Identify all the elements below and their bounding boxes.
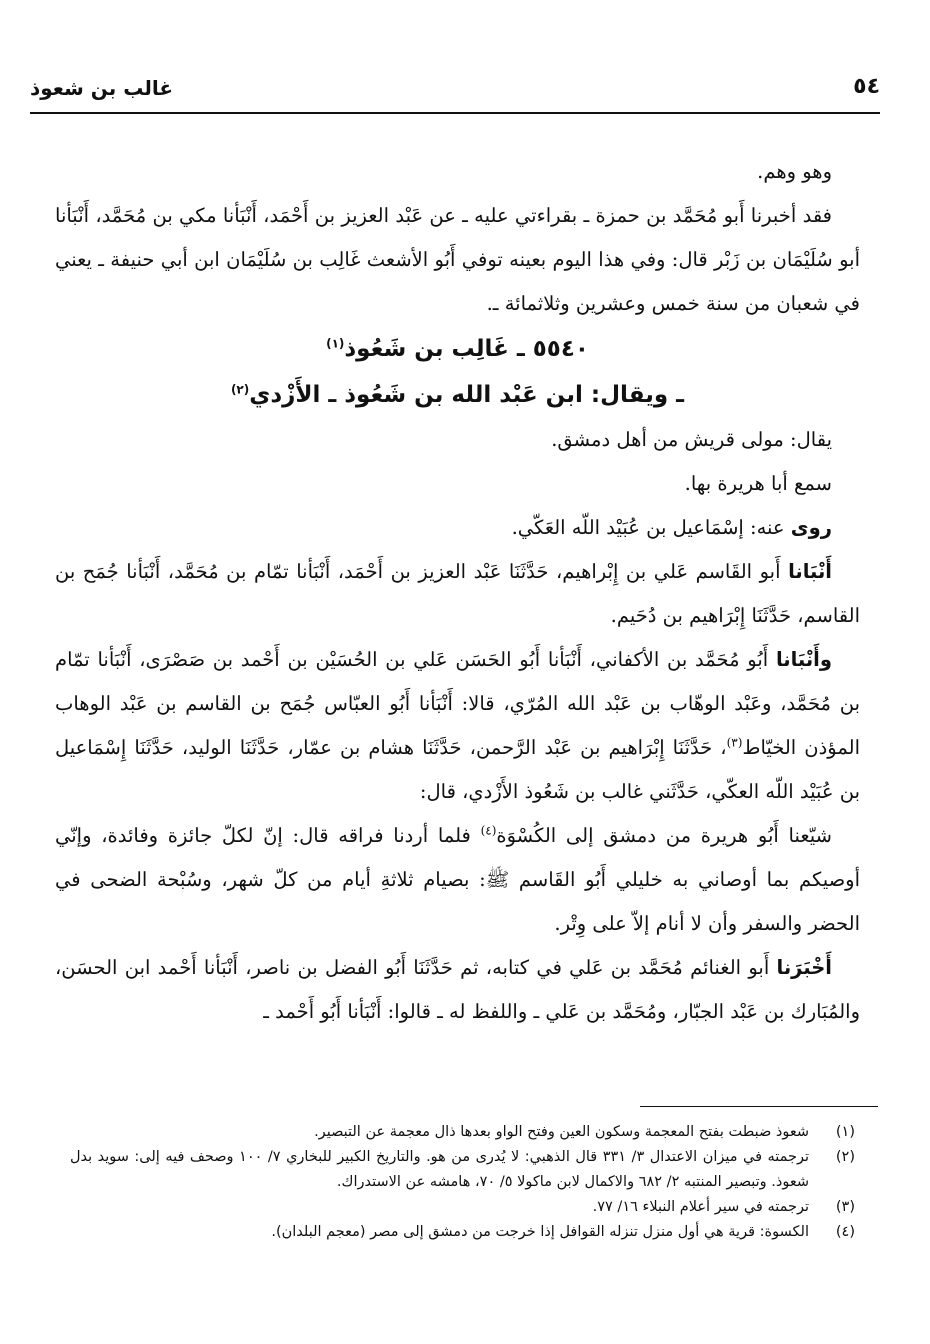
footnote-ref: (٢) xyxy=(230,382,250,397)
footnote-number: (٤) xyxy=(835,1224,855,1240)
paragraph-text: أَبُو مُحَمَّد بن الأكفاني، أَنْبَأنا أَبُو الحَسَن عَلي بن الحُسَيْن بن أَحْمد بن صَصْرَى، أَنْبَأنا تمّام بن مُحَمَّد، وعَبْد الوهّاب بن عَبْد الله المُرّي، قالا: أَنْبَأنا أَبُو العبّاس جُمَح بن القاسم بن عَبْد الوهاب المؤذن الخيّاط xyxy=(55,648,860,759)
paragraph: فقد أخبرنا أَبو مُحَمَّد بن حمزة ـ بقراءتي عليه ـ عن عَبْد العزيز بن أَحْمَد، أَنْبَأنا مكي بن مُحَمَّد، أَنْبَأنا أبو سُلَيْمَان بن زَبْر قال: وفي هذا اليوم بعينه توفي أَبُو الأشعث غَالِب بن سُلَيْمَان ابن أبي حنيفة ـ يعني في شعبان من سنة خمس وعشرين وثلاثمائة ـ. xyxy=(55,204,860,315)
footnote-text: ترجمته في ميزان الاعتدال ٣/ ٣٣١ قال الذهبي: لا يُدرى من هو. والتاريخ الكبير للبخاري ٧/ ١٠٠ وصحف فيه إلى: سويد بدل شعوذ. وتبصير المنتبه ٢/ ٦٨٢ والاكمال لابن ماكولا ٥/ ٧٠، هامشه عن الاستدراك. xyxy=(70,1149,810,1190)
running-title: غالب بن شعوذ xyxy=(30,76,174,100)
footnote-text: شعوذ ضبطت بفتح المعجمة وسكون العين وفتح الواو بعدها ذال معجمة عن التبصير. xyxy=(314,1124,809,1140)
footnote xyxy=(70,1145,855,1195)
footnote-divider xyxy=(640,1106,878,1107)
paragraph xyxy=(55,638,860,814)
footnote-text: ترجمته في سير أعلام النبلاء ١٦/ ٧٧. xyxy=(592,1199,809,1215)
entry-subheading xyxy=(55,372,860,418)
entry-heading xyxy=(55,326,860,372)
paragraph xyxy=(55,946,860,1034)
paragraph: وهو وهم. xyxy=(757,160,832,183)
paragraph-text: أَبو القَاسم عَلي بن إِبْراهيم، حَدَّثَنَا عَبْد العزيز بن أَحْمَد، أَنْبَأنا تمّام بن مُحَمَّد، أَنْبَأنا جُمَح بن القاسم، حَدَّثَنَا إِبْرَاهيم بن دُحَيم. xyxy=(55,560,860,627)
narration-keyword: أَخْبَرَنا xyxy=(776,956,832,979)
narration-keyword: وأَنْبَانا xyxy=(775,648,832,671)
footnote xyxy=(70,1195,855,1220)
paragraph: سمع أبا هريرة بها. xyxy=(684,472,832,495)
footnote xyxy=(70,1120,855,1145)
footnote-ref: (٤) xyxy=(480,823,497,838)
paragraph-text: فلما أردنا فراقه قال: إنّ لكلّ جائزة وفائدة، وإنّي أوصيكم بما أوصاني به خليلي أَبُو القَاسم ﷺ: بصيام ثلاثةِ أيام من كلّ شهر، وسُبْحة الضحى في الحضر والسفر وأن لا أنام إلاّ على وِتْر. xyxy=(55,824,860,935)
footnote-text: الكسوة: قرية هي أول منزل تنزله القوافل إذا خرجت من دمشق إلى مصر (معجم البلدان). xyxy=(271,1224,809,1240)
running-header xyxy=(30,72,880,114)
main-text xyxy=(55,150,860,1034)
footnote-ref: (١) xyxy=(326,336,345,351)
paragraph xyxy=(55,506,860,550)
narration-keyword: أَنْبَانا xyxy=(788,560,832,583)
footnote xyxy=(70,1220,855,1245)
paragraph xyxy=(55,550,860,638)
page-number: ٥٤ xyxy=(853,74,880,99)
paragraph-text: شيّعنا أَبُو هريرة من دمشق إلى الكُسْوَة xyxy=(496,824,832,847)
paragraph-text: عنه: إسْمَاعيل بن عُبَيْد اللّه العَكّي. xyxy=(511,516,785,539)
footnote-number: (١) xyxy=(835,1124,855,1140)
narration-keyword: روى xyxy=(790,516,832,539)
entry-subheading-text: ـ ويقال: ابن عَبْد الله بن شَعُوذ ـ الأَزْدي xyxy=(249,382,685,408)
paragraph: يقال: مولى قريش من أهل دمشق. xyxy=(551,428,832,451)
footnote-number: (٣) xyxy=(835,1199,855,1215)
paragraph xyxy=(55,814,860,946)
entry-heading-text: ٥٥٤٠ ـ غَالِب بن شَعُوذ xyxy=(344,336,589,362)
footnote-number: (٢) xyxy=(835,1149,855,1165)
paragraph-text: أَبو الغنائم مُحَمَّد بن عَلي في كتابه، ثم حَدَّثَنَا أَبُو الفضل بن ناصر، أَنْبَأنا أَحْمد ابن الحسَن، والمُبَارك بن عَبْد الجبّار، ومُحَمَّد بن عَلي ـ واللفظ له ـ قالوا: أَنْبَأنا أَبُو أَحْمد ـ xyxy=(55,956,860,1023)
paragraph-text: ، حَدَّثَنَا إِبْرَاهيم بن عَبْد الرَّحمن، حَدَّثَنَا هشام بن عمّار، حَدَّثَنَا الوليد، حَدَّثَنَا إِسْمَاعيل بن عُبَيْد اللّه العكّي، حَدَّثَني غالب بن شَعُوذ الأَزْدي، قال: xyxy=(55,736,860,803)
footnotes xyxy=(70,1120,855,1245)
footnote-ref: (٣) xyxy=(726,735,743,750)
